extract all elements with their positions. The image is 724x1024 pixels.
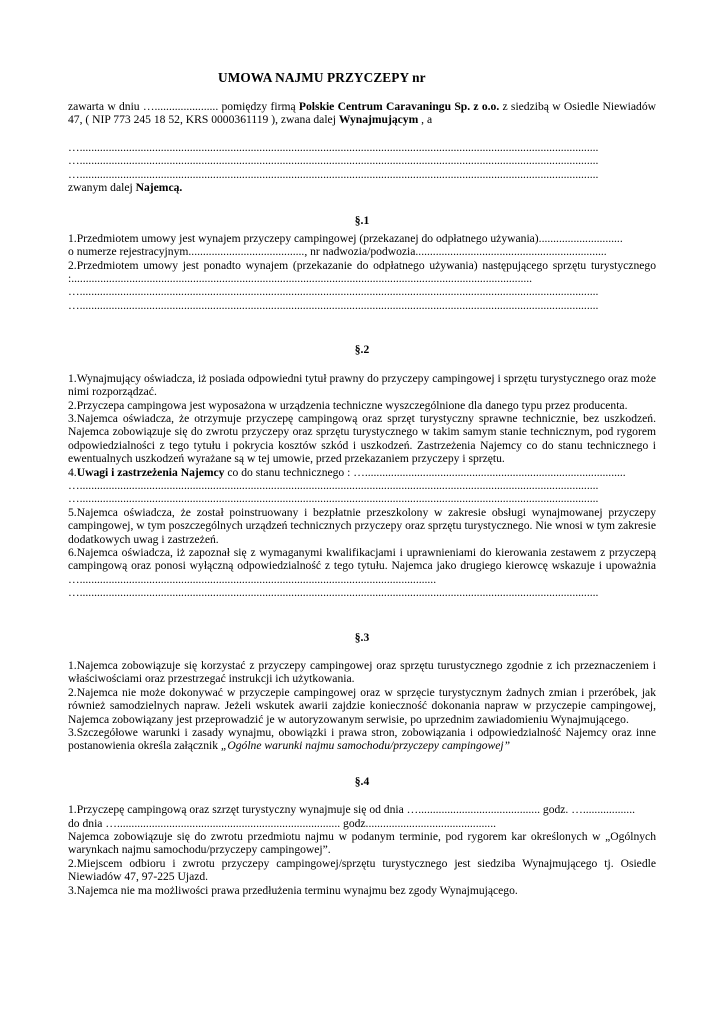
lessee-fill-line-1: …...................................................................................................................................................................................	[68, 140, 599, 154]
s3-item-3	[68, 726, 656, 753]
company-name: Polskie Centrum Caravaningu Sp. z o.o.	[298, 100, 500, 113]
s3-item-1: 1.Najemca zobowiązuje się korzystać z przyczepy campingowej oraz sprzętu turustycznego zgodnie z ich przeznaczeniem i właściwościami oraz przestrzegać instrukcji ich użytkowania.	[68, 659, 656, 686]
s2-item-1: 1.Wynajmujący oświadcza, iż posiada odpowiedni tytuł prawny do przyczepy campingowej i sprzętu turystycznego oraz może nimi rozporządzać.	[68, 371, 656, 399]
s3-attachment-title: „Ogólne warunki najmu samochodu/przyczepy campingowej”	[220, 739, 511, 753]
lessee-fill-line-2: …...................................................................................................................................................................................	[68, 154, 599, 168]
s2-fill-line-3: …...................................................................................................................................................................................	[68, 586, 599, 600]
s2-fill-line-2: …...................................................................................................................................................................................	[68, 492, 599, 506]
section-2-heading: §.2	[354, 343, 370, 357]
section-4-heading: §.4	[354, 774, 370, 788]
s1-fill-line-1: …...................................................................................................................................................................................	[68, 285, 599, 299]
s1-fill-line-2: …...................................................................................................................................................................................	[68, 298, 599, 312]
s4-item-3: 3.Najemca nie ma możliwości prawa przedłużenia terminu wynajmu bez zgody Wynajmującego.	[68, 883, 518, 897]
s3-item-2: 2.Najemca nie może dokonywać w przyczepie campingowej oraz w sprzęcie turystycznym żadnych zmian i przeróbek, jak również samodzielnych napraw. Jeżeli wskutek awarii zajdzie konieczność dokonania napraw w przyczepie campingowej, Najemca zobowiązany jest przeprowadzić je w autoryzowanym serwisie, po uprzednim zawiadomieniu Wynajmującego.	[68, 685, 656, 726]
s2-item-4-number: 4.	[68, 465, 77, 479]
s2-remarks-label: Uwagi i zastrzeżenia Najemcy	[76, 465, 225, 479]
intro-paragraph	[68, 100, 656, 127]
s2-item-6: 6.Najemca oświadcza, iż zapoznał się z wymaganymi kwalifikacjami i uprawnieniami do kierowania zestawem z przyczepą campingową oraz ponosi wyłączną odpowiedzialność z tego tytułu. Najemca jako drugiego kierowcę wskazuje i upoważnia …...........................................................................................................................	[68, 545, 656, 586]
s3-item-3-text: 3.Szczegółowe warunki i zasady wynajmu, obowiązki i prawa stron, zobowiązania i odpowiedzialność Najemcy oraz inne postanowienia określa załącznik	[68, 726, 656, 753]
document-title: UMOWA NAJMU PRZYCZEPY nr	[218, 70, 426, 85]
s2-item-4-text: co do stanu technicznego : …..........................................................................................	[224, 465, 626, 479]
lessor-label: Wynajmującym	[338, 113, 419, 127]
s2-item-2: 2.Przyczepa campingowa jest wyposażona w urządzenia techniczne wyszczególnione dla danego typu przez producenta.	[68, 398, 628, 412]
s4-item-1-from: 1.Przyczepę campingową oraz szrzęt turystyczny wynajmuje się od dnia ….......................................... godz. …..................	[68, 803, 635, 817]
lessee-named	[68, 181, 656, 194]
s2-fill-line-1: …...................................................................................................................................................................................	[68, 478, 599, 492]
s1-item-1-registration: o numerze rejestracyjnym........................................, nr nadwozia/podwozia..................................................................	[68, 245, 607, 259]
s1-item-2: 2.Przedmiotem umowy jest ponadto wynajem (przekazanie do odpłatnego używania) następującego sprzętu turystycznego :...............................................................................................................................................................	[68, 258, 656, 286]
s2-item-3: 3.Najemca oświadcza, że otrzymuje przyczepę campingową oraz sprzęt turystyczny sprawne technicznie, bez uszkodzeń. Najemca zobowiązuje się do zwrotu przyczepy oraz sprzętu turystycznego w takim samym stanie technicznym, pod rygorem odpowiedzialności z tego tytułu i pokrycia kosztów szkód i uszkodzeń. Zastrzeżenia Najemcy co do stanu technicznego i ewentualnych uszkodzeń wyrażane są w tej umowie, przed przekazaniem przyczepy i sprzętu.	[68, 411, 656, 466]
intro-text-b: z siedzibą w Osiedle Niewiadów 47, ( NIP 773 245 18 52, KRS 0000361119 ), zwana dalej	[68, 100, 656, 127]
s1-item-1: 1.Przedmiotem umowy jest wynajem przyczepy campingowej (przekazanej do odpłatnego używania).............................	[68, 231, 623, 245]
s4-item-1-to: do dnia …............................................................................. godz.............................................	[68, 816, 496, 830]
s2-item-5: 5.Najemca oświadcza, że został poinstruowany i bezpłatnie przeszkolony w zakresie obsługi wynajmowanej przyczepy campingowej, w tym poszczególnych urządzeń technicznych przyczepy oraz sprzętu turystycznego. Nie wnosi w tym zakresie dodatkowych uwag i zastrzeżeń.	[68, 505, 656, 546]
intro-text-a: zawarta w dniu …...................... pomiędzy firmą	[68, 100, 299, 113]
intro-text-c: , a	[418, 113, 433, 127]
section-1-heading: §.1	[354, 214, 370, 228]
lessee-label: Najemcą.	[135, 181, 183, 195]
section-3-heading: §.3	[354, 630, 370, 644]
s4-item-2: 2.Miejscem odbioru i zwrotu przyczepy campingowej/sprzętu turystycznego jest siedziba Wynajmującego tj. Osiedle Niewiadów 47, 97-225 Ujazd.	[68, 856, 656, 884]
named-text: zwanym dalej	[68, 181, 136, 195]
s4-item-1-return: Najemca zobowiązuje się do zwrotu przedmiotu najmu w podanym terminie, pod rygorem kar określonych w „Ogólnych warynkach najmu samochodu/przyczepy campingowej”.	[68, 830, 656, 857]
lessee-fill-line-3: …...................................................................................................................................................................................	[68, 167, 599, 181]
s2-item-4	[68, 466, 656, 479]
